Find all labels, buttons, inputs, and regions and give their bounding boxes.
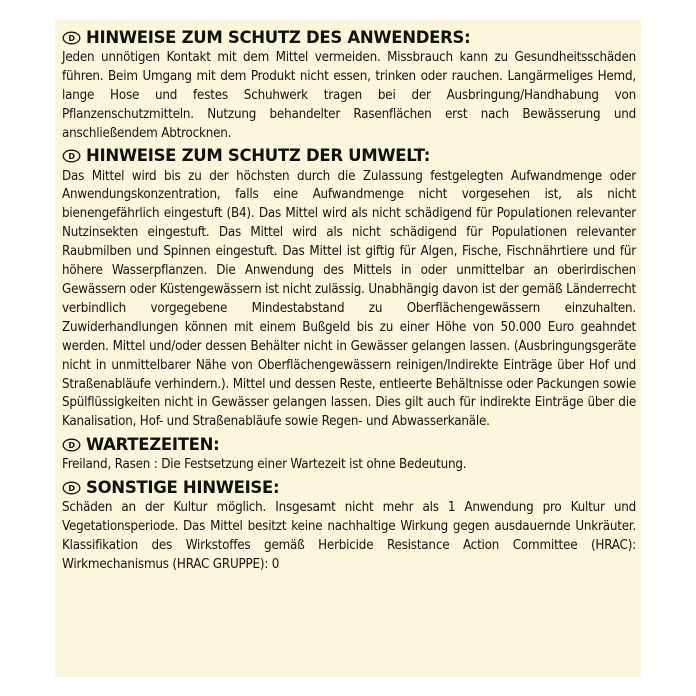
section-heading-text: SONSTIGE HINWEISE: [86, 477, 280, 497]
label-text-panel [55, 20, 641, 677]
section-body-waiting-periods: Freiland, Rasen : Die Festsetzung einer Wartezeit ist ohne Bedeutung. [62, 457, 467, 473]
section-body-other-notes: Schäden an der Kultur möglich. Insgesamt nicht mehr als 1 Anwendung pro Kultur und Vegetationsperiode. Das Mittel besitzt keine nachhaltige Wirkung gegen ausdauernde Unkräuter. Klassifikation des Wirkstoffes gemäß Herbicide Resistance Action Committee (HRAC): Wirkmechanismus (HRAC GRUPPE): 0 [62, 500, 636, 572]
section-body-user-protection: Jeden unnötigen Kontakt mit dem Mittel vermeiden. Missbrauch kann zu Gesundheitsschäden führen. Beim Umgang mit dem Produkt nicht essen, trinken oder rauchen. Langärmeliges Hemd, lange Hose und festes Schuhwerk tragen bei der Ausbringung/Handhabung von Pflanzenschutzmitteln. Nutzung behandelter Rasenflächen erst nach Bewässerung und anschließendem Abtrocknen. [62, 50, 636, 141]
section-heading-waiting-periods [62, 433, 636, 456]
svg-text:D: D [68, 483, 75, 493]
d-label-icon [62, 481, 81, 495]
section-heading-text: WARTEZEITEN: [86, 434, 220, 454]
section-heading-other-notes [62, 476, 636, 499]
section-heading-environment-protection [62, 145, 636, 168]
svg-text:D: D [68, 440, 75, 450]
d-label-icon [62, 149, 81, 163]
svg-text:D: D [68, 33, 75, 43]
d-label-icon [62, 31, 81, 45]
svg-text:D: D [68, 152, 75, 162]
section-heading-text: HINWEISE ZUM SCHUTZ DER UMWELT: [86, 146, 431, 166]
d-label-icon [62, 438, 81, 452]
section-heading-text: HINWEISE ZUM SCHUTZ DES ANWENDERS: [86, 27, 471, 47]
section-body-environment-protection: Das Mittel wird bis zu der höchsten durch die Zulassung festgelegten Aufwandmenge oder Anwendungskonzentration, falls eine Aufwandmenge nicht vorgesehen ist, als nicht bienengefährlich eingestuft (B4). Das Mittel wird als nicht schädigend für Populationen relevanter Nutzinsekten eingestuft. Das Mittel wird als nicht schädigend für Populationen relevanter Raubmilben und Spinnen eingestuft. Das Mittel ist giftig für Algen, Fische, Fischnährtiere und für höhere Wasserpflanzen. Die Anwendung des Mittels in oder unmittelbar an oberirdischen Gewässern oder Küstengewässern ist nicht zulässig. Unabhängig davon ist der gemäß Länderrecht verbindlich vorgegebene Mindestabstand zu Oberflächengewässern einzuhalten. Zuwiderhandlungen können mit einem Bußgeld bis zu einer Höhe von 50.000 Euro geahndet werden. Mittel und/oder dessen Behälter nicht in Gewässer gelangen lassen. (Ausbringungsgeräte nicht in unmittelbarer Nähe von Oberflächengewässern reinigen/Indirekte Einträge über Hof und Straßenabläufe verhindern.). Mittel und dessen Reste, entleerte Behältnisse oder Packungen sowie Spülflüssigkeiten nicht in Gewässer gelangen lassen. Dies gilt auch für indirekte Einträge über die Kanalisation, Hof- und Straßenabläufe sowie Regen- und Abwasserkanäle. [62, 168, 636, 430]
section-heading-user-protection [62, 26, 636, 49]
